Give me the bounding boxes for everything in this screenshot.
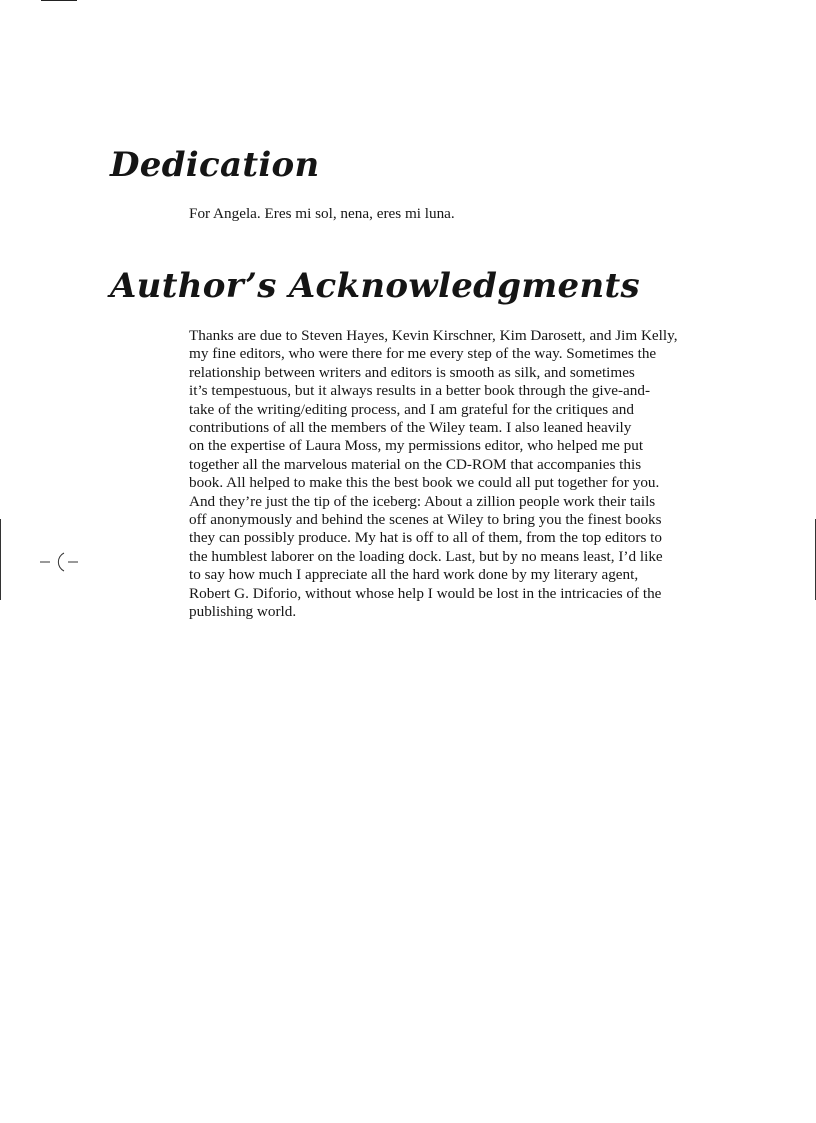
paragraph-line: And they’re just the tip of the iceberg: About a zillion people work their tails (189, 492, 656, 510)
paragraph-line: it’s tempestuous, but it always results in a better book through the give-and- (189, 382, 651, 400)
paragraph-line: publishing world. (189, 603, 297, 621)
dedication-heading: Dedication (110, 145, 320, 185)
acknowledgments-paragraph (189, 327, 729, 622)
paragraph-line: they can possibly produce. My hat is off to all of them, from the top editors to (189, 529, 662, 547)
binding-edge-left (0, 519, 1, 600)
acknowledgments-heading: Author’s Acknowledgments (110, 266, 640, 306)
paragraph-line: my fine editors, who were there for me every step of the way. Sometimes the (189, 345, 657, 363)
paragraph-line: on the expertise of Laura Moss, my permissions editor, who helped me put (189, 437, 644, 455)
paragraph-line: contributions of all the members of the Wiley team. I also leaned heavily (189, 419, 632, 437)
paragraph-line: to say how much I appreciate all the hard work done by my literary agent, (189, 566, 639, 584)
paragraph-line: Thanks are due to Steven Hayes, Kevin Kirschner, Kim Darosett, and Jim Kelly, (189, 327, 678, 344)
paragraph-line: relationship between writers and editors is smooth as silk, and sometimes (189, 363, 635, 381)
crop-mark-top (41, 0, 77, 1)
paragraph-line: off anonymously and behind the scenes at Wiley to bring you the finest books (189, 511, 662, 529)
paragraph-line: Robert G. Diforio, without whose help I would be lost in the intricacies of the (189, 584, 662, 602)
paragraph-line: take of the writing/editing process, and I am grateful for the critiques and (189, 400, 634, 418)
paragraph-line: book. All helped to make this the best book we could all put together for you. (189, 474, 660, 492)
dedication-text: For Angela. Eres mi sol, nena, eres mi luna. (189, 205, 455, 222)
registration-mark-icon (38, 550, 80, 576)
paragraph-line: together all the marvelous material on the CD-ROM that accompanies this (189, 455, 642, 473)
paragraph-line: the humblest laborer on the loading dock. Last, but by no means least, I’d like (189, 547, 663, 565)
